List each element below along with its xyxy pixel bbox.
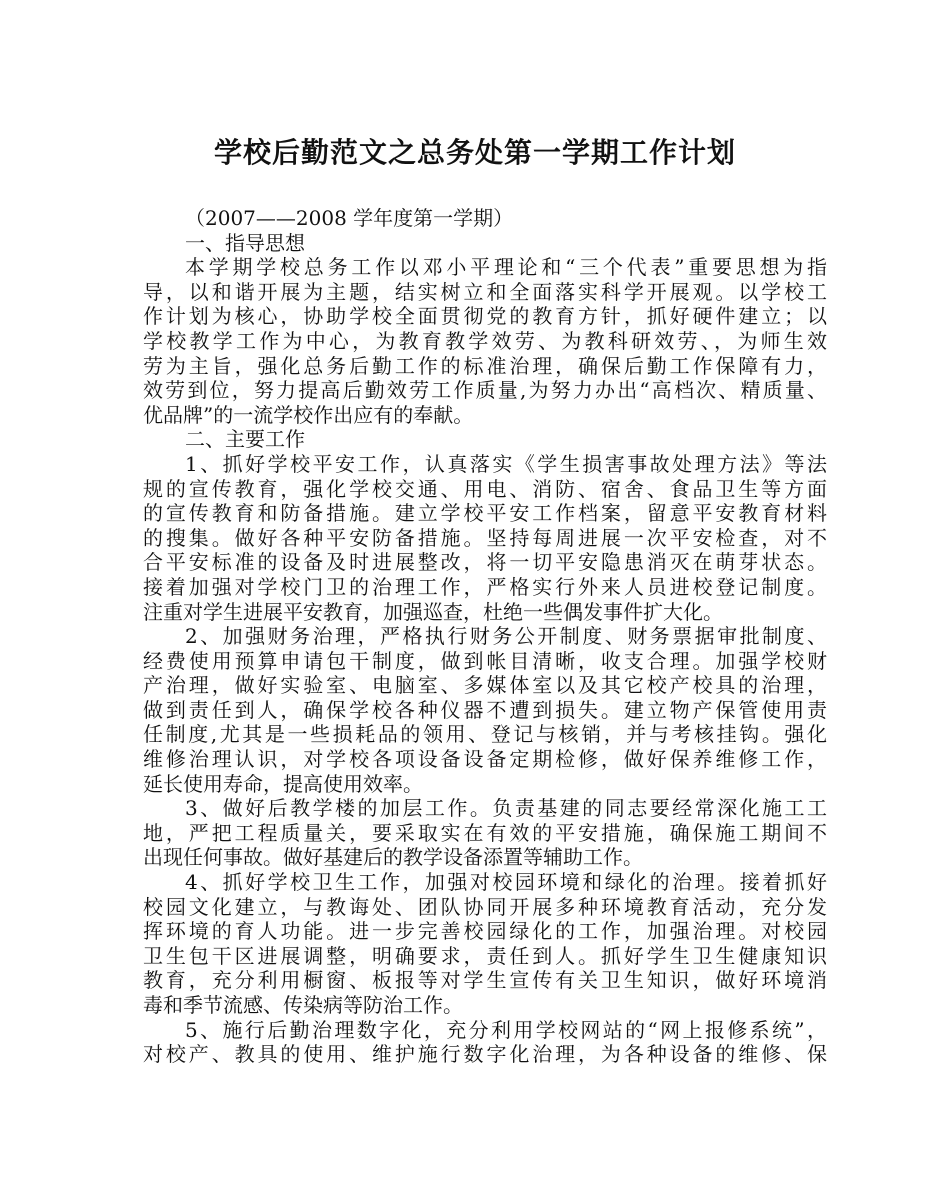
text-line: 任制度,尤其是一些损耗品的领用、登记与核销，并与考核挂钩。强化 xyxy=(143,722,827,747)
text-line: 3、做好后教学楼的加层工作。负责基建的同志要经常深化施工工 xyxy=(185,796,827,821)
text-line: 学校教学工作为中心，为教育教学效劳、为教科研效劳、，为师生效 xyxy=(143,328,827,353)
text-line: 2、加强财务治理，严格执行财务公开制度、财务票据审批制度、 xyxy=(185,624,827,649)
document-title: 学校后勤范文之总务处第一学期工作计划 xyxy=(213,136,736,169)
text-line: 优品牌”的一流学校作出应有的奉献。 xyxy=(143,402,474,427)
text-line: 教育，充分利用橱窗、板报等对学生宣传有关卫生知识，做好环境消 xyxy=(143,968,827,993)
text-line: 注重对学生进展平安教育，加强巡查，杜绝一些偶发事件扩大化。 xyxy=(143,599,723,624)
text-line: 的搜集。做好各种平安防备措施。坚持每周进展一次平安检查，对不 xyxy=(143,525,827,550)
text-line: 维修治理认识，对学校各项设备设备定期检修，做好保养维修工作， xyxy=(143,747,827,772)
text-line: 地，严把工程质量关，要采取实在有效的平安措施，确保施工期间不 xyxy=(143,820,827,845)
text-line: 合平安标准的设备及时进展整改，将一切平安隐患消灭在萌芽状态。 xyxy=(143,550,827,575)
text-line: 毒和季节流感、传染病等防治工作。 xyxy=(143,993,463,1017)
text-line: 经费使用预算申请包干制度，做到帐目清晰，收支合理。加强学校财 xyxy=(143,648,827,673)
text-line: 二、主要工作 xyxy=(185,427,305,452)
text-line: 导，以和谐开展为主题，结实树立和全面落实科学开展观。以学校工 xyxy=(143,279,827,304)
text-line: 出现任何事故。做好基建后的教学设备添置等辅助工作。 xyxy=(143,845,643,870)
text-line: 延长使用寿命，提高使用效率。 xyxy=(143,771,423,796)
text-line: 接着加强对学校门卫的治理工作，严格实行外来人员进校登记制度。 xyxy=(143,574,827,599)
document-body xyxy=(143,206,827,1067)
text-line: 对校产、教具的使用、维护施行数字化治理，为各种设备的维修、保 xyxy=(143,1042,827,1067)
text-line: 的宣传教育和防备措施。建立学校平安工作档案，留意平安教育材料 xyxy=(143,501,827,526)
text-line: 产治理，做好实验室、电脑室、多媒体室以及其它校产校具的治理， xyxy=(143,673,827,698)
text-line: 规的宣传教育，强化学校交通、用电、消防、宿舍、食品卫生等方面 xyxy=(143,476,827,501)
text-line: 劳为主旨，强化总务后勤工作的标准治理，确保后勤工作保障有力， xyxy=(143,353,827,378)
text-line: 作计划为核心，协助学校全面贯彻党的教育方针，抓好硬件建立；以 xyxy=(143,304,827,329)
text-line: 4、抓好学校卫生工作，加强对校园环境和绿化的治理。接着抓好 xyxy=(185,870,827,895)
text-line: 1、抓好学校平安工作，认真落实《学生损害事故处理方法》等法 xyxy=(185,451,827,476)
text-line: 5、施行后勤治理数字化，充分利用学校网站的“网上报修系统”， xyxy=(185,1017,827,1042)
text-line: （2007——2008 学年度第一学期） xyxy=(185,206,514,230)
text-line: 一、指导思想 xyxy=(185,230,305,255)
text-line: 挥环境的育人功能。进一步完善校园绿化的工作，加强治理。对校园 xyxy=(143,919,827,944)
text-line: 卫生包干区进展调整，明确要求，责任到人。抓好学生卫生健康知识 xyxy=(143,943,827,968)
text-line: 校园文化建立，与教诲处、团队协同开展多种环境教育活动，充分发 xyxy=(143,894,827,919)
text-line: 本学期学校总务工作以邓小平理论和“三个代表”重要思想为指 xyxy=(185,255,827,280)
text-line: 做到责任到人，确保学校各种仪器不遭到损失。建立物产保管使用责 xyxy=(143,697,827,722)
text-line: 效劳到位，努力提高后勤效劳工作质量,为努力办出“高档次、精质量、 xyxy=(143,378,827,403)
